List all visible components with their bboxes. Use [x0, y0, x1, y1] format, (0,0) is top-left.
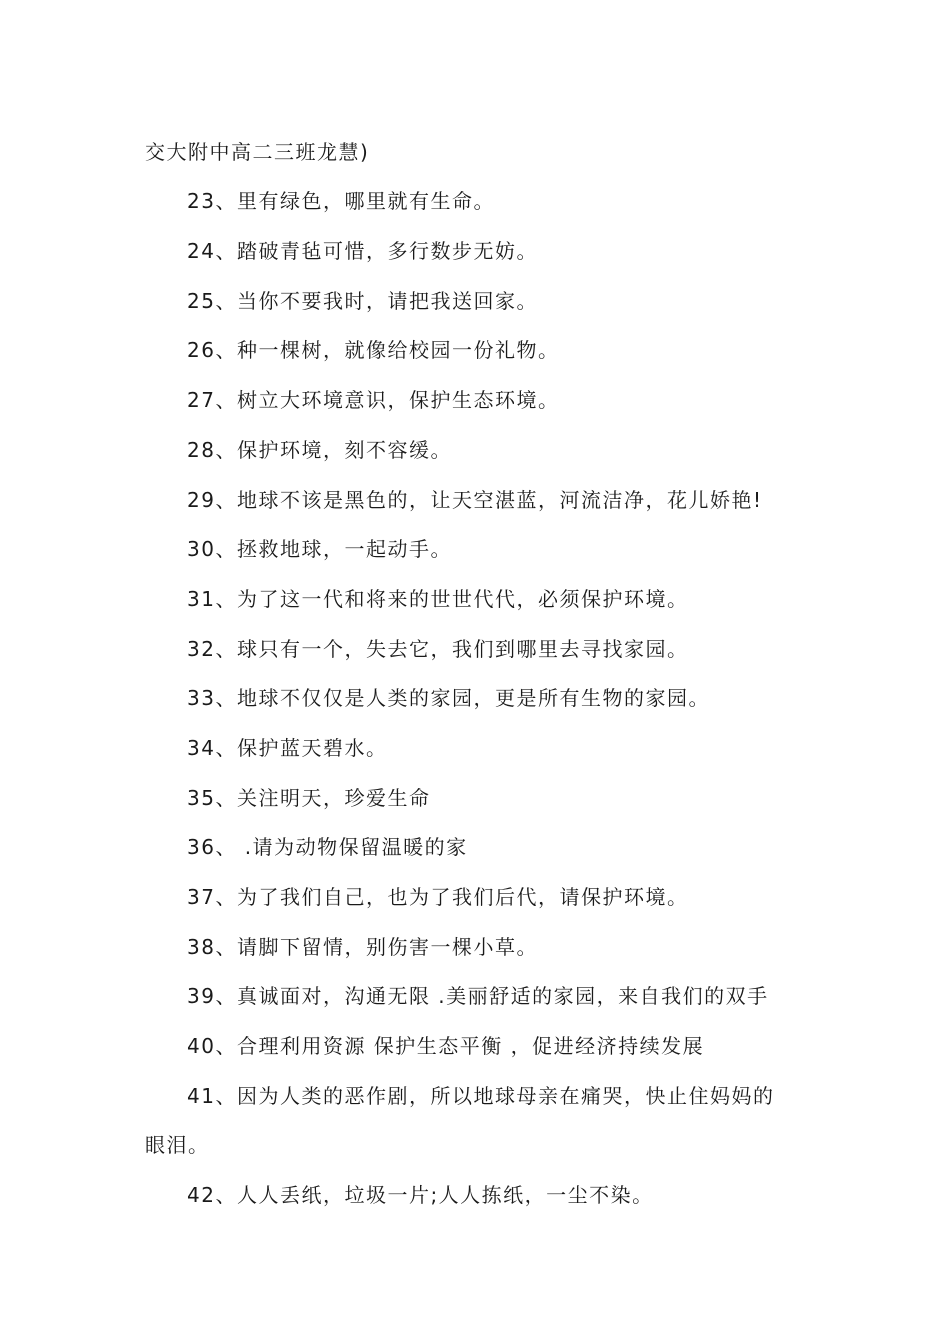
slogan-item-30: 30、拯救地球，一起动手。	[187, 537, 452, 561]
slogan-item-36: 36、 .请为动物保留温暖的家	[187, 835, 468, 859]
slogan-item-29: 29、地球不该是黑色的，让天空湛蓝，河流洁净，花儿娇艳!	[187, 488, 763, 512]
text-line-continuation: 交大附中高二三班龙慧)	[145, 140, 370, 164]
slogan-item-42: 42、人人丢纸，垃圾一片;人人拣纸，一尘不染。	[187, 1183, 654, 1207]
slogan-item-38: 38、请脚下留情，别伤害一棵小草。	[187, 935, 538, 959]
slogan-item-41-continuation: 眼泪。	[145, 1133, 210, 1157]
slogan-item-39: 39、真诚面对，沟通无限 .美丽舒适的家园，来自我们的双手	[187, 984, 769, 1008]
slogan-item-41: 41、因为人类的恶作剧，所以地球母亲在痛哭，快止住妈妈的	[187, 1084, 775, 1108]
slogan-item-33: 33、地球不仅仅是人类的家园，更是所有生物的家园。	[187, 686, 710, 710]
slogan-item-27: 27、树立大环境意识，保护生态环境。	[187, 388, 560, 412]
slogan-item-26: 26、种一棵树，就像给校园一份礼物。	[187, 338, 560, 362]
slogan-item-32: 32、球只有一个，失去它，我们到哪里去寻找家园。	[187, 637, 689, 661]
slogan-item-37: 37、为了我们自己，也为了我们后代，请保护环境。	[187, 885, 689, 909]
slogan-item-24: 24、踏破青毡可惜，多行数步无妨。	[187, 239, 538, 263]
slogan-item-40: 40、合理利用资源 保护生态平衡 ，促进经济持续发展	[187, 1034, 705, 1058]
slogan-item-34: 34、保护蓝天碧水。	[187, 736, 388, 760]
slogan-item-28: 28、保护环境，刻不容缓。	[187, 438, 452, 462]
slogan-item-25: 25、当你不要我时，请把我送回家。	[187, 289, 538, 313]
slogan-item-31: 31、为了这一代和将来的世世代代，必须保护环境。	[187, 587, 689, 611]
slogan-item-35: 35、关注明天，珍爱生命	[187, 786, 431, 810]
slogan-item-23: 23、里有绿色，哪里就有生命。	[187, 189, 495, 213]
